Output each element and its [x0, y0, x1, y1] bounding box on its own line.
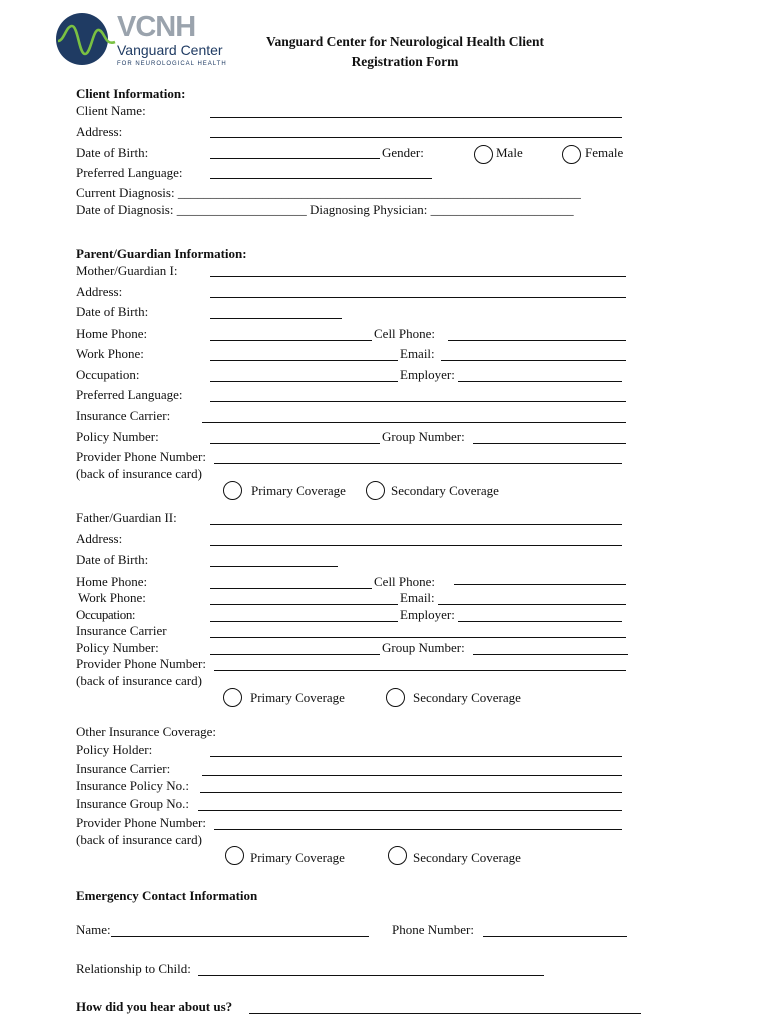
- guardian1-dob-field[interactable]: [210, 318, 342, 319]
- other-secondary-label: Secondary Coverage: [413, 850, 521, 865]
- guardian1-email-field[interactable]: [441, 360, 626, 361]
- guardian1-secondary-radio[interactable]: [366, 481, 385, 500]
- form-title-line2: Registration Form: [351, 54, 459, 69]
- other-group-no-label: Insurance Group No.:: [76, 796, 189, 811]
- relationship-field[interactable]: [198, 975, 544, 976]
- policy-holder-label: Policy Holder:: [76, 742, 153, 757]
- emergency-name-field[interactable]: [111, 936, 369, 937]
- guardian2-policy-field[interactable]: [210, 654, 380, 655]
- policy-holder-field[interactable]: [210, 756, 622, 757]
- guardian1-primary-label: Primary Coverage: [251, 483, 346, 498]
- client-language-field[interactable]: [210, 178, 432, 179]
- guardian2-home-phone-label: Home Phone:: [76, 574, 148, 589]
- vcnh-logo: [55, 8, 230, 70]
- guardian1-employer-field[interactable]: [458, 381, 622, 382]
- guardian2-home-phone-field[interactable]: [210, 588, 372, 589]
- diagnosis-date-physician-line[interactable]: Date of Diagnosis: ____________________ Diagnosing Physician: ______________________: [76, 202, 574, 217]
- guardian1-primary-radio[interactable]: [223, 481, 242, 500]
- logo-subtitle: FOR NEUROLOGICAL HEALTH: [117, 61, 227, 67]
- guardian2-address-field[interactable]: [210, 545, 622, 546]
- client-name-field[interactable]: [210, 117, 622, 118]
- client-address-label: Address:: [76, 124, 123, 139]
- referral-field[interactable]: [249, 1013, 641, 1014]
- other-policy-no-label: Insurance Policy No.:: [76, 778, 190, 793]
- client-language-label: Preferred Language:: [76, 165, 183, 180]
- guardian2-carrier-field[interactable]: [210, 637, 626, 638]
- guardian2-secondary-radio[interactable]: [386, 688, 405, 707]
- guardian1-policy-field[interactable]: [210, 443, 380, 444]
- emergency-phone-field[interactable]: [483, 936, 627, 937]
- guardian2-dob-label: Date of Birth:: [76, 552, 149, 567]
- guardian2-primary-radio[interactable]: [223, 688, 242, 707]
- guardian2-cell-phone-field[interactable]: [454, 584, 626, 585]
- guardian1-group-label: Group Number:: [382, 429, 465, 444]
- other-policy-no-field[interactable]: [200, 792, 622, 793]
- other-provider-phone-field[interactable]: [214, 829, 622, 830]
- guardian1-secondary-label: Secondary Coverage: [391, 483, 499, 498]
- logo-name: Vanguard Center: [117, 42, 223, 58]
- other-carrier-label: Insurance Carrier:: [76, 761, 171, 776]
- other-insurance-heading: Other Insurance Coverage:: [76, 724, 217, 739]
- guardian1-group-field[interactable]: [473, 443, 626, 444]
- other-primary-label: Primary Coverage: [250, 850, 345, 865]
- guardian2-dob-field[interactable]: [210, 566, 338, 567]
- gender-label: Gender:: [382, 145, 424, 160]
- guardian1-work-phone-field[interactable]: [210, 360, 398, 361]
- guardian1-provider-phone-field[interactable]: [214, 463, 622, 464]
- guardian1-policy-label: Policy Number:: [76, 429, 159, 444]
- guardian2-address-label: Address:: [76, 531, 123, 546]
- guardian1-work-phone-label: Work Phone:: [76, 346, 144, 361]
- guardian2-work-phone-label: Work Phone:: [78, 590, 146, 605]
- form-title-line1: Vanguard Center for Neurological Health Client: [265, 34, 545, 49]
- guardian2-provider-phone-label: Provider Phone Number:: [76, 656, 206, 671]
- guardian2-back-of-card-note: (back of insurance card): [76, 673, 202, 688]
- female-label: Female: [585, 145, 624, 160]
- guardian1-address-label: Address:: [76, 284, 123, 299]
- male-radio[interactable]: [474, 145, 493, 164]
- logo-circle: [56, 13, 108, 65]
- client-address-field[interactable]: [210, 137, 622, 138]
- guardian2-cell-phone-label: Cell Phone:: [374, 574, 436, 589]
- guardian2-email-label: Email:: [400, 590, 435, 605]
- guardian1-carrier-field[interactable]: [202, 422, 626, 423]
- guardian2-group-field[interactable]: [473, 654, 628, 655]
- guardian2-group-label: Group Number:: [382, 640, 465, 655]
- female-radio[interactable]: [562, 145, 581, 164]
- guardian2-name-label: Father/Guardian II:: [76, 510, 177, 525]
- guardian1-occupation-label: Occupation:: [76, 367, 140, 382]
- guardian1-dob-label: Date of Birth:: [76, 304, 149, 319]
- other-back-of-card-note: (back of insurance card): [76, 832, 202, 847]
- guardian2-employer-label: Employer:: [400, 607, 455, 622]
- referral-question: How did you hear about us?: [76, 999, 233, 1014]
- guardian2-work-phone-field[interactable]: [210, 604, 398, 605]
- guardian1-email-label: Email:: [400, 346, 435, 361]
- client-dob-field[interactable]: [210, 158, 380, 159]
- guardian1-language-field[interactable]: [210, 401, 626, 402]
- other-provider-phone-label: Provider Phone Number:: [76, 815, 206, 830]
- guardian2-primary-label: Primary Coverage: [250, 690, 345, 705]
- guardian2-occupation-label: Occupation:: [76, 607, 136, 622]
- emergency-heading: Emergency Contact Information: [76, 888, 258, 903]
- guardian1-back-of-card-note: (back of insurance card): [76, 466, 202, 481]
- relationship-label: Relationship to Child:: [76, 961, 191, 976]
- guardian2-occupation-field[interactable]: [210, 621, 398, 622]
- guardian1-cell-phone-field[interactable]: [448, 340, 626, 341]
- guardian2-email-field[interactable]: [438, 604, 626, 605]
- guardian2-policy-label: Policy Number:: [76, 640, 159, 655]
- logo-letters: VCNH: [117, 11, 196, 43]
- guardian1-address-field[interactable]: [210, 297, 626, 298]
- other-primary-radio[interactable]: [225, 846, 244, 865]
- emergency-name-label: Name:: [76, 922, 111, 937]
- client-dob-label: Date of Birth:: [76, 145, 149, 160]
- emergency-phone-label: Phone Number:: [392, 922, 474, 937]
- client-section-heading: Client Information:: [76, 86, 186, 101]
- guardian1-home-phone-field[interactable]: [210, 340, 372, 341]
- guardian2-name-field[interactable]: [210, 524, 622, 525]
- male-label: Male: [496, 145, 523, 160]
- guardian1-language-label: Preferred Language:: [76, 387, 183, 402]
- guardian2-provider-phone-field[interactable]: [214, 670, 626, 671]
- guardian1-carrier-label: Insurance Carrier:: [76, 408, 171, 423]
- guardian1-cell-phone-label: Cell Phone:: [374, 326, 436, 341]
- guardian-section-heading: Parent/Guardian Information:: [76, 246, 247, 261]
- guardian1-employer-label: Employer:: [400, 367, 455, 382]
- current-diagnosis-line[interactable]: Current Diagnosis: ______________________________________________________________: [76, 185, 581, 200]
- guardian1-provider-phone-label: Provider Phone Number:: [76, 449, 206, 464]
- guardian1-name-label: Mother/Guardian I:: [76, 263, 178, 278]
- guardian2-secondary-label: Secondary Coverage: [413, 690, 521, 705]
- other-carrier-field[interactable]: [202, 775, 622, 776]
- guardian1-home-phone-label: Home Phone:: [76, 326, 148, 341]
- guardian2-employer-field[interactable]: [458, 621, 622, 622]
- other-group-no-field[interactable]: [198, 810, 622, 811]
- guardian1-name-field[interactable]: [210, 276, 626, 277]
- guardian1-occupation-field[interactable]: [210, 381, 398, 382]
- guardian2-carrier-label: Insurance Carrier: [76, 623, 167, 638]
- other-secondary-radio[interactable]: [388, 846, 407, 865]
- client-name-label: Client Name:: [76, 103, 146, 118]
